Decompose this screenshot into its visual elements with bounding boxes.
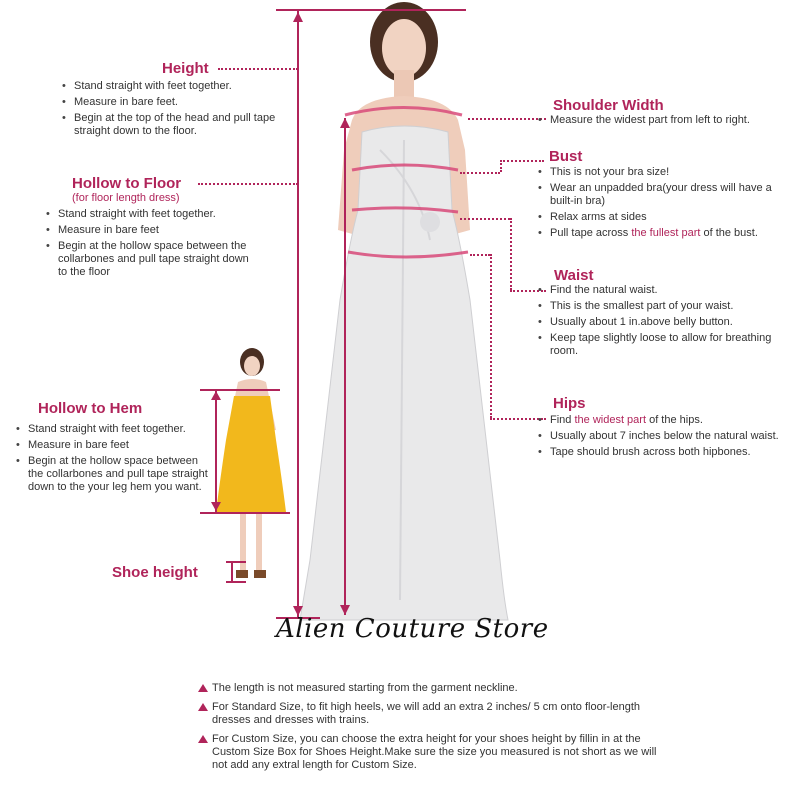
hollow-floor-title: Hollow to Floor	[72, 175, 182, 192]
store-name: Alien Couture Store	[276, 614, 549, 644]
waist-list	[538, 284, 778, 361]
waist-item: • Keep tape slightly loose to allow for breathing room.	[538, 332, 778, 358]
waist-connector-a	[460, 218, 510, 220]
hips-item: • Find the widest part of the hips.	[538, 414, 783, 427]
white-dress-model	[300, 2, 508, 620]
bust-connector-a	[460, 172, 500, 174]
bust-list	[538, 166, 793, 243]
hollow-floor-connector	[198, 183, 298, 185]
waist-item: • This is the smallest part of your waist.	[538, 300, 778, 313]
height-item: • Measure in bare feet.	[62, 96, 282, 109]
height-title: Height	[162, 60, 209, 77]
height-connector	[218, 68, 298, 70]
hollow-floor-subtitle: (for floor length dress)	[72, 192, 180, 204]
hips-list	[538, 414, 783, 462]
shoulder-connector	[468, 118, 546, 120]
hips-item: • Tape should brush across both hipbones.	[538, 446, 783, 459]
yellow-dress-model	[216, 348, 286, 578]
height-list	[62, 80, 282, 141]
hollow-floor-item: • Measure in bare feet	[46, 224, 261, 237]
bust-item: • Relax arms at sides	[538, 211, 793, 224]
waist-item: • Find the natural waist.	[538, 284, 778, 297]
hollow-hem-item: • Begin at the hollow space between the collarbones and pull tape straight down to the your leg hem you want.	[16, 455, 214, 494]
shoe-height-title: Shoe height	[112, 564, 198, 581]
height-item: • Stand straight with feet together.	[62, 80, 282, 93]
hollow-floor-list	[46, 208, 261, 282]
waist-connector-b	[510, 218, 512, 290]
shoulder-item: • Measure the widest part from left to right.	[538, 114, 788, 127]
bust-item: • This is not your bra size!	[538, 166, 793, 179]
height-item: • Begin at the top of the head and pull tape straight down to the floor.	[62, 112, 282, 138]
shoulder-title: Shoulder Width	[553, 97, 664, 114]
bust-item: • Pull tape across the fullest part of the bust.	[538, 227, 793, 240]
hollow-hem-item: • Stand straight with feet together.	[16, 423, 214, 436]
notes-list	[198, 682, 668, 778]
waist-item: • Usually about 1 in.above belly button.	[538, 316, 778, 329]
hollow-hem-list	[16, 423, 214, 497]
hips-title: Hips	[553, 395, 586, 412]
hips-connector-a	[470, 254, 490, 256]
note-item: The length is not measured starting from the garment neckline.	[198, 682, 668, 695]
bust-title: Bust	[549, 148, 583, 165]
waist-title: Waist	[554, 267, 594, 284]
note-item: For Standard Size, to fit high heels, we will add an extra 2 inches/ 5 cm onto floor-length dresses and dresses with trains.	[198, 701, 668, 727]
hollow-hem-item: • Measure in bare feet	[16, 439, 214, 452]
hollow-hem-title: Hollow to Hem	[38, 400, 143, 417]
hips-connector-b	[490, 254, 492, 418]
hollow-floor-item: • Stand straight with feet together.	[46, 208, 261, 221]
hips-item: • Usually about 7 inches below the natural waist.	[538, 430, 783, 443]
bust-connector-c	[500, 160, 544, 162]
bust-item: • Wear an unpadded bra(your dress will have a built-in bra)	[538, 182, 793, 208]
hollow-floor-item: • Begin at the hollow space between the collarbones and pull tape straight down to the floor	[46, 240, 261, 279]
shoulder-list	[538, 114, 788, 130]
note-item: For Custom Size, you can choose the extra height for your shoes height by fillin in at the Custom Size Box for Shoes Height.Make sure the size you measured is not short as we will not add any extral length for Custom Size.	[198, 733, 668, 772]
